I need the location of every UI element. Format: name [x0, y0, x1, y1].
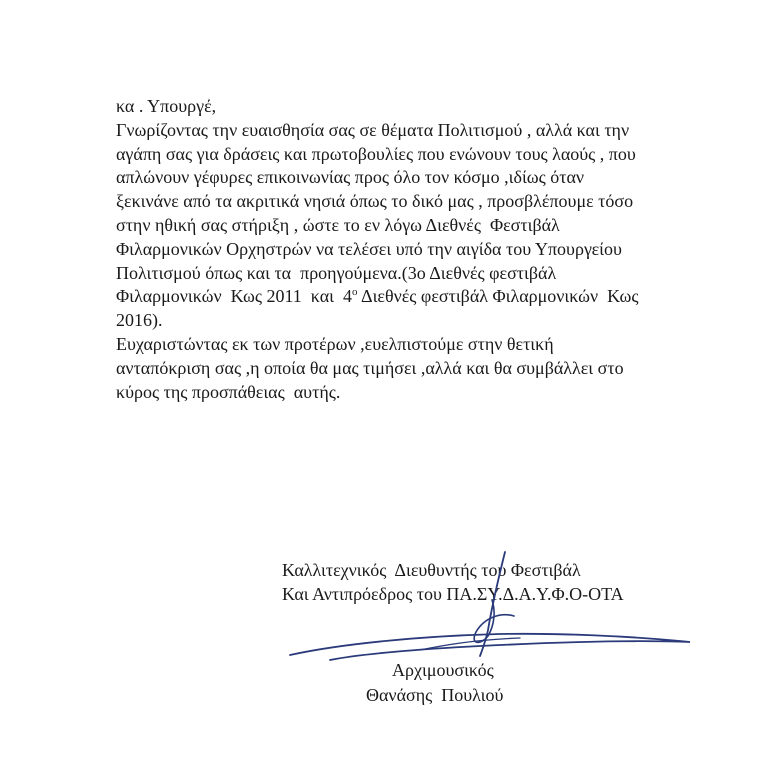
ordinal-superscript: ο [352, 286, 358, 299]
body-line: Πολιτισμού όπως και τα προηγούμενα.(3ο Διεθνές φεστιβάλ [116, 262, 557, 283]
body-line: Ευχαριστώντας εκ των προτέρων ,ευελπιστούμε στην θετική [116, 333, 554, 354]
body-line: κύρος της προσπάθειας αυτής. [116, 381, 341, 402]
body-line: Γνωρίζοντας την ευαισθησία σας σε θέματα Πολιτισμού , αλλά και την [116, 119, 630, 140]
signatory-rank: Αρχιμουσικός [392, 660, 494, 680]
body-line: 2016). [116, 310, 163, 331]
signatory-role: Και Αντιπρόεδρος του ΠΑ.ΣΥ.Δ.Α.Υ.Φ.Ο-ΟΤΑ [282, 584, 624, 604]
body-line: αγάπη σας για δράσεις και πρωτοβουλίες που ενώνουν τους λαούς , που [116, 143, 636, 164]
signatory-name: Θανάσης Πουλιού [366, 685, 504, 705]
letter-body [116, 95, 706, 404]
signature-stroke [474, 600, 514, 642]
body-line: Φιλαρμονικών Ορχηστρών να τελέσει υπό την αιγίδα του Υπουργείου [116, 238, 622, 259]
signature-stroke [420, 638, 520, 650]
body-line-festival-2016 [116, 285, 706, 309]
body-line: ανταπόκριση σας ,η οποία θα μας τιμήσει ,αλλά και θα συμβάλλει στο [116, 357, 624, 378]
body-line: ξεκινάνε από τα ακριτικά νησιά όπως το δικό μας , προσβλέπουμε τόσο [116, 191, 634, 212]
body-line: στην ηθική σας στήριξη , ώστε το εν λόγω Διεθνές Φεστιβάλ [116, 214, 560, 235]
signature-stroke [290, 634, 690, 660]
body-line-part: Διεθνές φεστιβάλ Φιλαρμονικών Κως [357, 286, 639, 307]
salutation: κα . Υπουργέ, [116, 96, 217, 116]
body-line-part: Φιλαρμονικών Κως 2011 και 4 [116, 286, 352, 307]
signatory-title: Καλλιτεχνικός Διευθυντής του Φεστιβάλ [282, 560, 581, 580]
body-line: απλώνουν γέφυρες επικοινωνίας προς όλο τον κόσμο ,ιδίως όταν [116, 167, 585, 188]
